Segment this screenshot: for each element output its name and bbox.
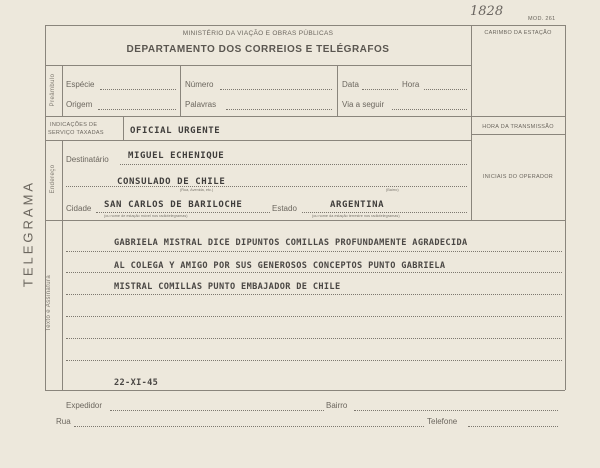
origem-label: Origem	[66, 100, 93, 109]
destinatario-value: MIGUEL ECHENIQUE	[128, 151, 225, 161]
service-label-2: SERVIÇO TAXADAS	[48, 130, 104, 136]
numero-label: Número	[185, 80, 214, 89]
estado-label: Estado	[272, 204, 297, 213]
estado-hint: (ou nome da estação terrestre nos radiotelegramas)	[312, 214, 400, 218]
destinatario-label: Destinatário	[66, 155, 109, 164]
message-line-1: GABRIELA MISTRAL DICE DIPUNTOS COMILLAS PROFUNDAMENTE AGRADECIDA	[114, 238, 468, 248]
palavras-label: Palavras	[185, 100, 217, 109]
handwritten-number: 1828	[470, 4, 504, 19]
cidade-label: Cidade	[66, 204, 92, 213]
hora-transmissao-label: HORA DA TRANSMISSÃO	[482, 124, 554, 130]
iniciais-operador-label: INICIAIS DO OPERADOR	[482, 174, 554, 180]
message-date: 22-XI-45	[114, 378, 159, 388]
data-label: Data	[342, 80, 359, 89]
model-number: MOD. 261	[528, 16, 556, 22]
address-value: CONSULADO DE CHILE	[117, 177, 226, 187]
hora-label: Hora	[402, 80, 420, 89]
bairro-hint: (Bairro)	[386, 188, 399, 192]
expedidor-label: Expedidor	[66, 401, 103, 410]
telefone-label: Telefone	[427, 417, 458, 426]
preambulo-label: Preâmbulo	[50, 73, 56, 107]
rua-hint: (Rua, Avenida, etc.)	[180, 188, 214, 192]
texto-assinatura-label: Texto e Assinatura	[46, 274, 52, 332]
cidade-hint: (ou nome de estação móvel nos radiotelegramas)	[104, 214, 188, 218]
cidade-value: SAN CARLOS DE BARILOCHE	[104, 200, 243, 210]
department-title: DEPARTAMENTO DOS CORREIOS E TELÉGRAFOS	[126, 44, 390, 55]
message-line-2: AL COLEGA Y AMIGO POR SUS GENEROSOS CONCEPTOS PUNTO GABRIELA	[114, 261, 446, 271]
especie-label: Espécie	[66, 80, 95, 89]
telegrama-side-title: TELEGRAMA	[20, 179, 36, 288]
station-stamp-label: CARIMBO DA ESTAÇÃO	[484, 30, 552, 36]
service-label-1: INDICAÇÕES DE	[50, 122, 98, 128]
ministry-title: MINISTÉRIO DA VIAÇÃO E OBRAS PÚBLICAS	[182, 30, 334, 37]
message-line-3: MISTRAL COMILLAS PUNTO EMBAJADOR DE CHILE	[114, 282, 341, 292]
endereco-label: Endereço	[50, 164, 56, 194]
via-label: Via a seguir	[342, 100, 385, 109]
service-value: OFICIAL URGENTE	[130, 126, 221, 136]
estado-value: ARGENTINA	[330, 200, 385, 210]
rua-label: Rua	[56, 417, 71, 426]
bairro-label: Bairro	[326, 401, 348, 410]
